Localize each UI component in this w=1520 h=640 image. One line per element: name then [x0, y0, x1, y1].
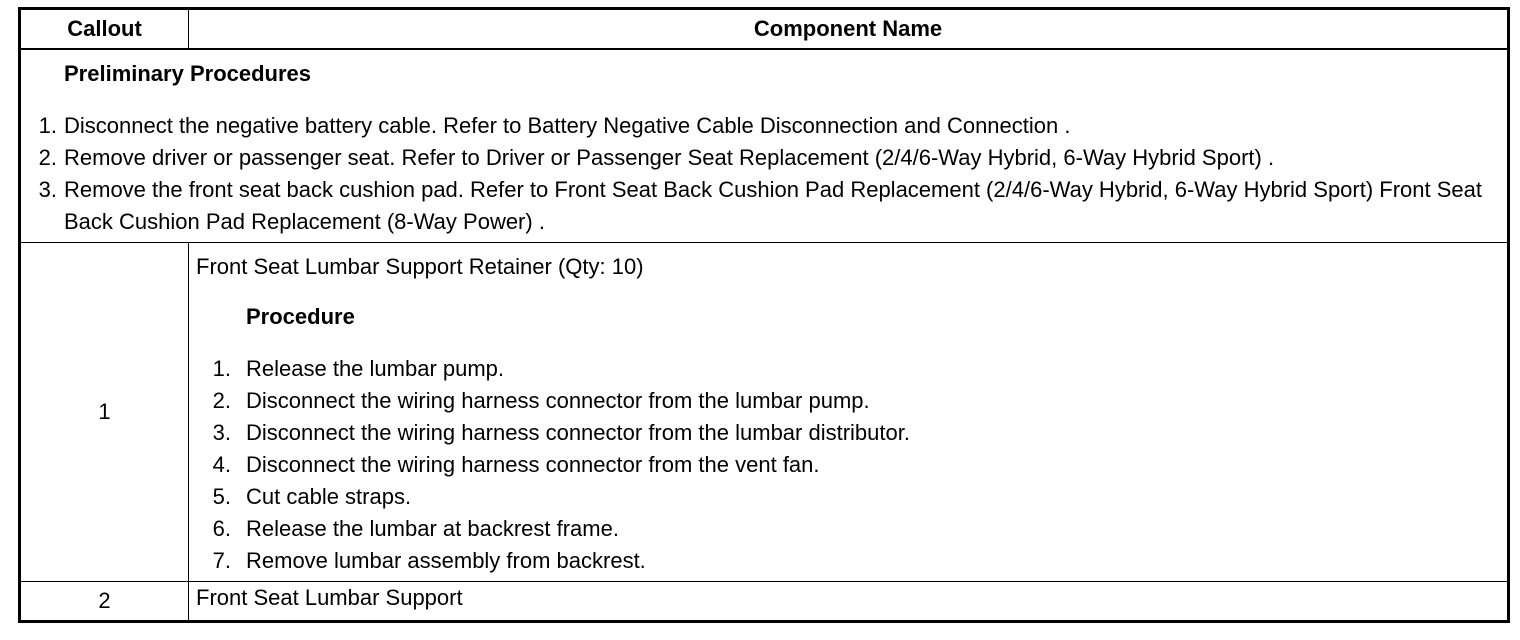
component-name-column-header: Component Name — [189, 9, 1509, 50]
table-row — [20, 582, 1509, 622]
step-number: 6. — [212, 516, 231, 541]
step-text: Disconnect the negative battery cable. Refer to Battery Negative Cable Disconnection and Connection . — [64, 113, 1071, 138]
list-item — [196, 417, 1497, 449]
preliminary-steps-list — [21, 110, 1493, 238]
list-item — [196, 385, 1497, 417]
step-text: Remove the front seat back cushion pad. Refer to Front Seat Back Cushion Pad Replacement (2/4/6-Way Hybrid, 6-Way Hybrid Sport) Front Seat Back Cushion Pad Replacement (8-Way Power) . — [64, 177, 1483, 234]
list-item — [196, 449, 1497, 481]
step-text: Release the lumbar at backrest frame. — [246, 516, 619, 541]
step-number: 1. — [212, 356, 231, 381]
preliminary-procedures-cell — [20, 49, 1509, 243]
procedure-table — [18, 7, 1510, 623]
preliminary-procedures-title: Preliminary Procedures — [64, 61, 312, 86]
list-item — [196, 513, 1497, 545]
list-item — [21, 174, 1493, 238]
step-number: 1. — [38, 113, 57, 138]
list-item — [21, 142, 1493, 174]
list-item — [21, 110, 1493, 142]
step-text: Release the lumbar pump. — [246, 356, 505, 381]
preliminary-procedures-row — [20, 49, 1509, 243]
step-text: Cut cable straps. — [246, 484, 412, 509]
step-number: 7. — [212, 548, 231, 573]
list-item — [196, 481, 1497, 513]
callout-column-header: Callout — [20, 9, 189, 50]
table-header-row — [20, 9, 1509, 50]
step-number: 3. — [212, 420, 231, 445]
callout-number: 2 — [20, 582, 189, 622]
list-item — [196, 353, 1497, 385]
list-item — [196, 545, 1497, 577]
procedure-steps-list — [196, 353, 1497, 577]
step-text: Remove lumbar assembly from backrest. — [246, 548, 646, 573]
step-number: 5. — [212, 484, 231, 509]
component-cell — [189, 243, 1509, 582]
procedure-title: Procedure — [246, 304, 355, 329]
step-number: 3. — [38, 177, 57, 202]
step-text: Remove driver or passenger seat. Refer to Driver or Passenger Seat Replacement (2/4/6-Way Hybrid, 6-Way Hybrid Sport) . — [64, 145, 1275, 170]
component-name: Front Seat Lumbar Support — [189, 582, 1509, 622]
table-row — [20, 243, 1509, 582]
step-number: 4. — [212, 452, 231, 477]
step-text: Disconnect the wiring harness connector from the lumbar distributor. — [246, 420, 910, 445]
step-text: Disconnect the wiring harness connector from the vent fan. — [246, 452, 820, 477]
callout-number: 1 — [20, 243, 189, 582]
component-name: Front Seat Lumbar Support Retainer (Qty: 10) — [196, 254, 644, 279]
step-text: Disconnect the wiring harness connector from the lumbar pump. — [246, 388, 870, 413]
step-number: 2. — [38, 145, 57, 170]
step-number: 2. — [212, 388, 231, 413]
